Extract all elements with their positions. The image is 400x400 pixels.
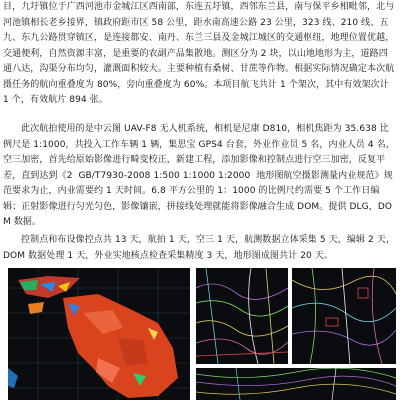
dlg-linework-map-b [292,268,396,364]
dlg-linework-map-a [196,268,288,364]
paragraph-schedule: 控制点和布设像控点共 13 天，航拍 1 天，空三 1 天，航测数据立体采集 5 天，编辑 2 天，DOM 数据处理 1 天，外业实地核点检查采集精度 3 天，地形图成图共计 20 天。 [3,235,395,261]
paragraph-survey-area: 目，九圩镇位于广西河池市金城江区西南部，东连五圩镇，西邻东兰县，南与保平乡相毗邻，北与河池镇相长老乡接界，镇政府距市区 58 公里，距水南高速公路 23 公里，323 线、210 线、五九、东九公路贯穿镇区，是连接都安、南丹、东兰三县及金城江城区的交通枢纽，地理位置优越，交通便利，自然资源丰富，是重要的农副产品集散地。测区分为 2 块，以山地地形为主，道路四通八达，沟渠分布均匀，灌溉面积较大。主要种植有桑树、甘蔗等作物。根据实际情况确定本次航摄任务的航向重叠度为 80%，旁向重叠度为 60%。本项目航飞共计 1 个架次，其中有效架次计 1 个，有效航片 894 张。 [3,2,395,105]
contour-map-strip [196,368,396,400]
figure-group [0,268,400,400]
paragraph-aerial-photography: 此次航拍使用的是中云图 UAV-F8 无人机系统，相机是尼康 D810，相机焦距为 35.638 比例尺是 1:1000，共投入工作车辆 1 辆，集思宝 GPS4 台套，外业作业员 5 名，内业人员 4 名，空三加密，首先给原始影像进行畸变校正，新建工程，添加影像和控制点进行空三加密，反复平差，直到达到《2 GB/T7930-2008 1:500 1:1000 1:2000 地形图航空摄影测量内业规范》规范要求为止，内业需要约 1 天时间。6.8 平方公里的 1：1000 的比例尺约需要 5 个工作日编辑；正射影像进行匀光匀色，影像镶嵌，拼接线处理就能将影像融合生成 DOM。提供 DLG，DOM 数据。 [3,124,395,227]
orthophoto-mosaic-map [8,268,190,400]
